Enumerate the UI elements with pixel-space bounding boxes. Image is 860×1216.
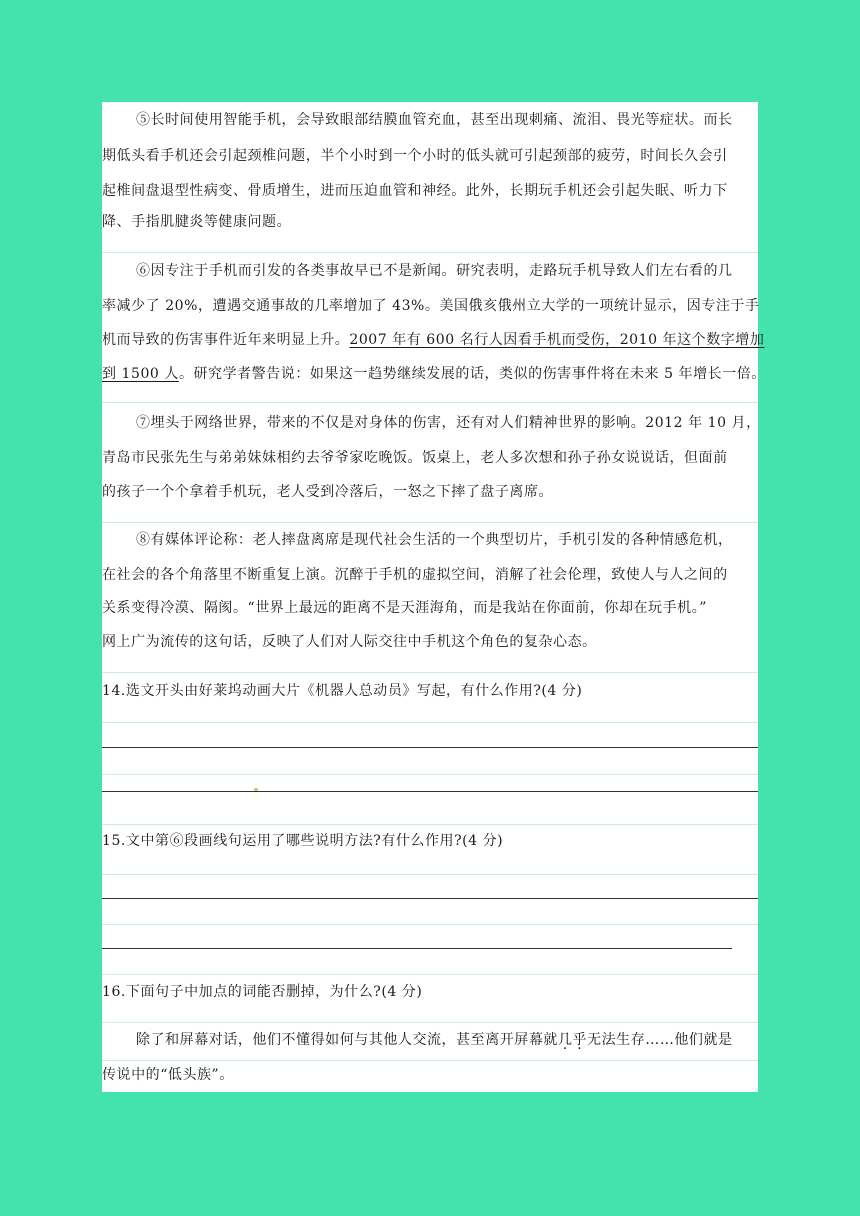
paragraph-6-text: 。研究学者警告说：如果这一趋势继续发展的话，类似的伤害事件将在未来 5 年增长一倍。 [178,366,766,382]
quoted-sentence-line: 传说中的“低头族”。 [102,1067,234,1083]
paragraph-5-line: 期低头看手机还会引起颈椎问题，半个小时到一个小时的低头就可引起颈部的疲劳，时间长久会引 [102,148,728,164]
quoted-text: 除了和屏幕对话，他们不懂得如何与其他人交流，甚至离开屏幕就 [136,1032,558,1048]
ruling-line [102,402,758,403]
worksheet-page [102,102,766,1092]
answer-line[interactable] [102,747,758,748]
ruling-line [102,522,758,523]
ruling-line [102,252,758,253]
paragraph-5-line: ⑤长时间使用智能手机，会导致眼部结膜血管充血，甚至出现刺痛、流泪、畏光等症状。而长 [136,112,733,128]
underlined-sentence: 2007 年有 600 名行人因看手机而受伤，2010 年这个数字增加 [349,332,765,348]
ruling-line [102,974,758,975]
answer-line[interactable] [102,948,732,949]
paragraph-7-line: ⑦埋头于网络世界，带来的不仅是对身体的伤害，还有对人们精神世界的影响。2012 年 10 月， [136,415,761,431]
paragraph-8-line: 网上广为流传的这句话，反映了人们对人际交往中手机这个角色的复杂心态。 [102,634,597,650]
ruling-line [102,824,758,825]
question-15: 15.文中第⑥段画线句运用了哪些说明方法?有什么作用?(4 分) [102,833,504,849]
ruling-line [102,672,758,673]
question-16: 16.下面句子中加点的词能否删掉，为什么?(4 分) [102,984,423,1000]
paragraph-6-text: 机而导致的伤害事件近年来明显上升。 [102,332,350,348]
paragraph-8-line: ⑧有媒体评论称：老人摔盘离席是现代社会生活的一个典型切片，手机引发的各种情感危机， [136,532,733,548]
paragraph-7-line: 青岛市民张先生与弟弟妹妹相约去爷爷家吃晚饭。饭桌上，老人多次想和孙子孙女说说话，但面前 [102,450,728,466]
paragraph-8-line: 在社会的各个角落里不断重复上演。沉醉于手机的虚拟空间，消解了社会伦理，致使人与人之间的 [102,567,728,583]
ruling-line [102,874,758,875]
paragraph-7-line: 的孩子一个个拿着手机玩，老人受到冷落后，一怒之下摔了盘子离席。 [102,484,554,500]
underlined-sentence: 到 1500 人 [102,366,179,382]
ruling-line [102,774,758,775]
paragraph-6-line: 率减少了 20%，遭遇交通事故的几率增加了 43%。美国俄亥俄州立大学的一项统计显示，因专注于手 [102,298,760,314]
answer-line[interactable] [102,791,758,792]
paragraph-6-line [102,330,765,350]
quoted-sentence-line [102,1030,792,1050]
paragraph-6-line: ⑥因专注于手机而引发的各类事故早已不是新闻。研究表明，走路玩手机导致人们左右看的几 [136,263,733,279]
answer-line[interactable] [102,898,758,899]
ruling-line [102,1060,758,1061]
quoted-text: 无法生存……他们就是 [587,1032,733,1048]
paragraph-5-line: 起椎间盘退型性病变、骨质增生，进而压迫血管和神经。此外，长期玩手机还会引起失眠、听力下 [102,183,728,199]
paragraph-8-line: 关系变得冷漠、隔阂。“世界上最远的距离不是天涯海角，而是我站在你面前，你却在玩手机。” [102,600,707,616]
dotted-word-char: 乎 [572,1032,588,1048]
dotted-word-char: 几 [557,1032,573,1048]
ruling-line [102,924,758,925]
question-14: 14.选文开头由好莱坞动画大片《机器人总动员》写起，有什么作用?(4 分) [102,683,583,699]
ruling-line [102,1022,758,1023]
paragraph-6-line [102,364,766,384]
ruling-line [102,722,758,723]
paragraph-5-line: 降、手指肌腱炎等健康问题。 [102,214,292,230]
